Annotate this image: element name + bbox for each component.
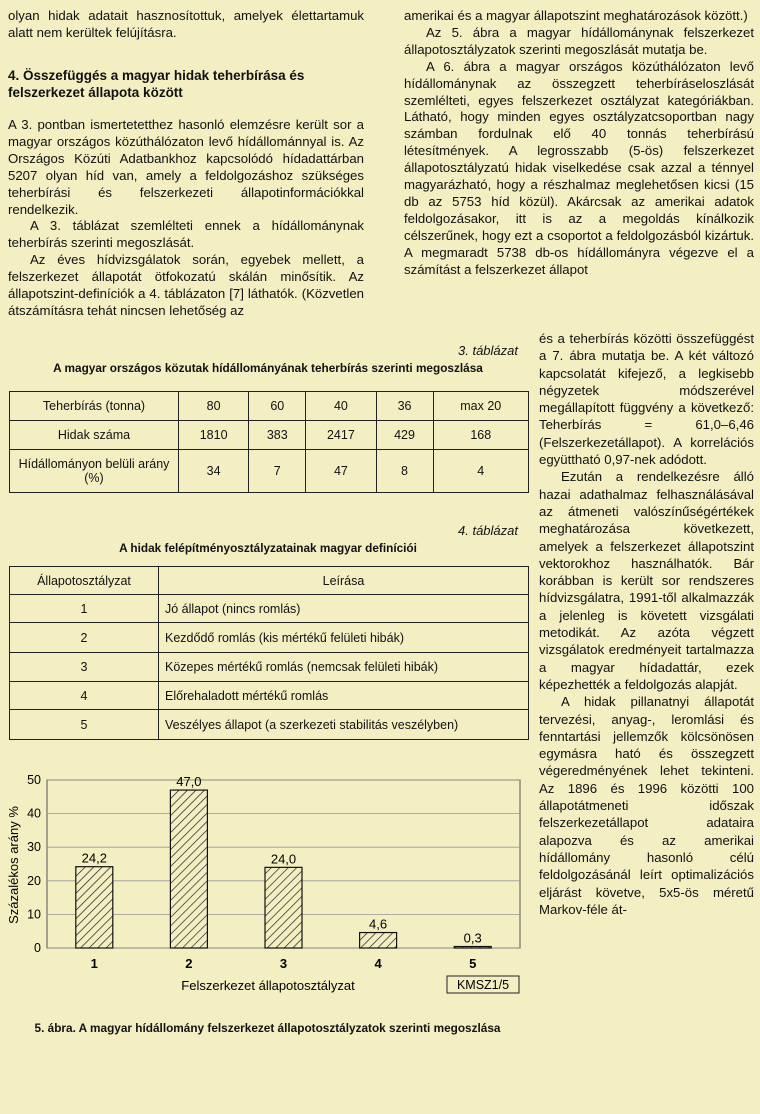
y-tick-label: 30 [27,840,41,855]
table-cell: 36 [376,392,433,421]
table-cell: max 20 [433,392,528,421]
table3-label: 3. táblázat [458,343,518,358]
bar [265,867,302,948]
table-row [10,710,529,740]
narrow-column [539,330,754,918]
table-cell: 4 [10,682,159,710]
data-label: 4,6 [369,916,388,932]
table-cell: Veszélyes állapot (a szerkezeti stabilitás veszélyben) [159,710,529,740]
data-label: 0,3 [463,930,482,946]
table-cell: 40 [306,392,376,421]
data-label: 47,0 [176,774,202,790]
table-cell: Jó állapot (nincs romlás) [159,595,529,623]
table-cell: 8 [376,450,433,493]
paragraph: és a teherbírás közötti összefüggést a 7. ábra mutatja be. A két változó kapcsolatát kifejező, a legkisebb négyzetek módszerével megállapított függvény a következő: Teherbírás = 61,0–6,46 (Felszerkezetállapot). A korrelációs együttható 0,97-nek adódott. [539,331,754,468]
table-cell: 5 [10,710,159,740]
y-tick-label: 20 [27,873,41,888]
table-cell: 168 [433,421,528,450]
paragraph: Az éves hídvizsgálatok során, egyebek mellett, a felszerkezet állapotát ötfokozatú skálán minősítik. Az állapotszint-definíciók a 4. táblázaton [7] láthatók. (Közvetlen átszámításra tehát nincsen lehetőség az [8,252,364,318]
y-tick-label: 10 [27,907,41,922]
x-tick-label: 3 [279,956,288,971]
right-column [404,8,754,279]
table3 [9,391,529,493]
x-tick-label: 1 [90,956,98,971]
table-header-row [10,567,529,595]
table-cell: 47 [306,450,376,493]
bar [76,867,113,948]
table-cell: 2 [10,623,159,653]
x-tick-label: 5 [469,956,477,971]
paragraph: A 3. táblázat szemlélteti ennek a hídállománynak teherbírás szerinti megoszlását. [8,218,364,251]
table-cell: 3 [10,653,159,682]
table-cell: Hidak száma [10,421,179,450]
data-label: 24,2 [81,850,107,866]
bar-chart [0,765,540,1015]
y-tick-label: 0 [34,941,41,955]
table-cell: Hídállományon belüli arány (%) [10,450,179,493]
table-row [10,450,529,493]
y-axis-label: Százalékos arány % [6,806,21,924]
table-header-cell: Leírása [159,567,529,595]
table-cell: Közepes mértékű romlás (nemcsak felületi hibák) [159,653,529,682]
table-cell: 4 [433,450,528,493]
table-cell: 1 [10,595,159,623]
x-tick-label: 4 [374,956,382,971]
y-tick-label: 50 [27,773,41,787]
bar [454,947,491,949]
x-tick-label: 2 [185,956,193,971]
paragraph: A hidak pillanatnyi állapotát tervezési, anyag-, leromlási és fenntartási jellemzők kölcsönösen egymásra ható és összegzett végeredményének lehet tekinteni. Az 1896 és 1996 közötti 100 állapotátmeneti időszak felszerkezetállapot adataira alapozva és az amerikai hídállomány hasonló célú feldolgozásánál leírt optimalizációs eljárást követve, 5x5-ös méretű Markov-féle át- [539,694,754,917]
table-cell: 34 [179,450,249,493]
y-tick-label: 40 [27,806,41,821]
left-column-body [8,117,364,320]
left-column-top [8,8,364,42]
data-label: 24,0 [270,851,297,867]
table-header-cell: Állapotosztályzat [10,567,159,595]
y-ticks [27,773,41,955]
bar [360,933,397,948]
section-heading: 4. Összefüggés a magyar hidak teherbírása és felszerkezet állapota között [8,68,305,100]
table4-caption: A hidak felépítményosztályzatainak magyar definíciói [119,541,417,555]
table-row [10,682,529,710]
bar [170,790,207,948]
figure-caption: 5. ábra. A magyar hídállomány felszerkezet állapotosztályzatok szerinti megoszlása [34,1021,501,1035]
table3-caption: A magyar országos közutak hídállományának teherbírás szerinti megoszlása [53,361,483,375]
table4 [9,566,529,740]
table-cell: 60 [249,392,306,421]
paragraph: olyan hidak adatait hasznosítottuk, amelyek élettartamuk alatt nem kerültek felújításra. [8,8,364,40]
table-cell: 2417 [306,421,376,450]
table-cell: 7 [249,450,306,493]
table-cell: Kezdődő romlás (kis mértékű felületi hibák) [159,623,529,653]
paragraph: A 6. ábra a magyar országos közúthálózaton levő hídállománynak az összegzett teherbíráseloszlását szemlélteti, egyes felszerkezet osztályzat kategóriákban. Látható, hogy minden egyes osztályzatcsoportban nagy számban fordulnak elő 40 tonnás teherbírású létesítmények. A legrosszabb (5-ös) felszerkezet állapotosztályzatú hidak viselkedése csak azzal a ténnyel magyarázható, hogy a részhalmaz meglehetősen kicsi (15 db az 5753 híd közül). Akárcsak az amerikai adatok feldolgozásakor, itt is az a megoldás kínálkozik célszerűnek, hogy ezt a csoportot a feldolgozásból kizártuk. A megmaradt 5738 db-os hídállományra végezve el a számítást a felszerkezet állapot [404,58,754,277]
table-row [10,421,529,450]
paragraph: Az 5. ábra a magyar hídállománynak felszerkezet állapotosztályzatok szerinti megoszlását mutatja be. [404,24,754,57]
table-cell: 80 [179,392,249,421]
table-row [10,595,529,623]
paragraph: A 3. pontban ismertetetthez hasonló elemzésre került sor a magyar országos közúthálózaton levő hídállománnyal is. Az Országos Közúti Adatbankhoz kapcsolódó hídadattárban 5207 olyan híd van, amely a feldolgozáshoz szükséges teherbírási és felszerkezeti állapotinformációkkal rendelkezik. [8,117,364,217]
x-axis-label: Felszerkezet állapotosztályzat [181,978,355,993]
table-cell: 383 [249,421,306,450]
paragraph: Ezután a rendelkezésre álló hazai adathalmaz felhasználásával az átmeneti valószínűségértékek meghatározása következett, amelyek a felszerkezet állapotszint vektorokhoz használhatók. Bár korábban is került sor rendszeres hídvizsgálatra, 1991-től alkalmazzák a jelenleg is követett vizsgálati metodikát. Az azóta végzett vizsgálatok eredményeit tartalmazza a magyar hídadattár, ezek képezhették a feldolgozás alapját. [539,469,754,692]
paragraph: amerikai és a magyar állapotszint meghatározások között.) [404,8,748,23]
x-ticks [91,956,477,971]
table-row [10,392,529,421]
table-row [10,653,529,682]
table-row [10,623,529,653]
table-cell: 1810 [179,421,249,450]
table-cell: Teherbírás (tonna) [10,392,179,421]
table4-label: 4. táblázat [458,523,518,538]
table-cell: 429 [376,421,433,450]
stamp-label: KMSZ1/5 [456,978,510,992]
table-cell: Előrehaladott mértékű romlás [159,682,529,710]
